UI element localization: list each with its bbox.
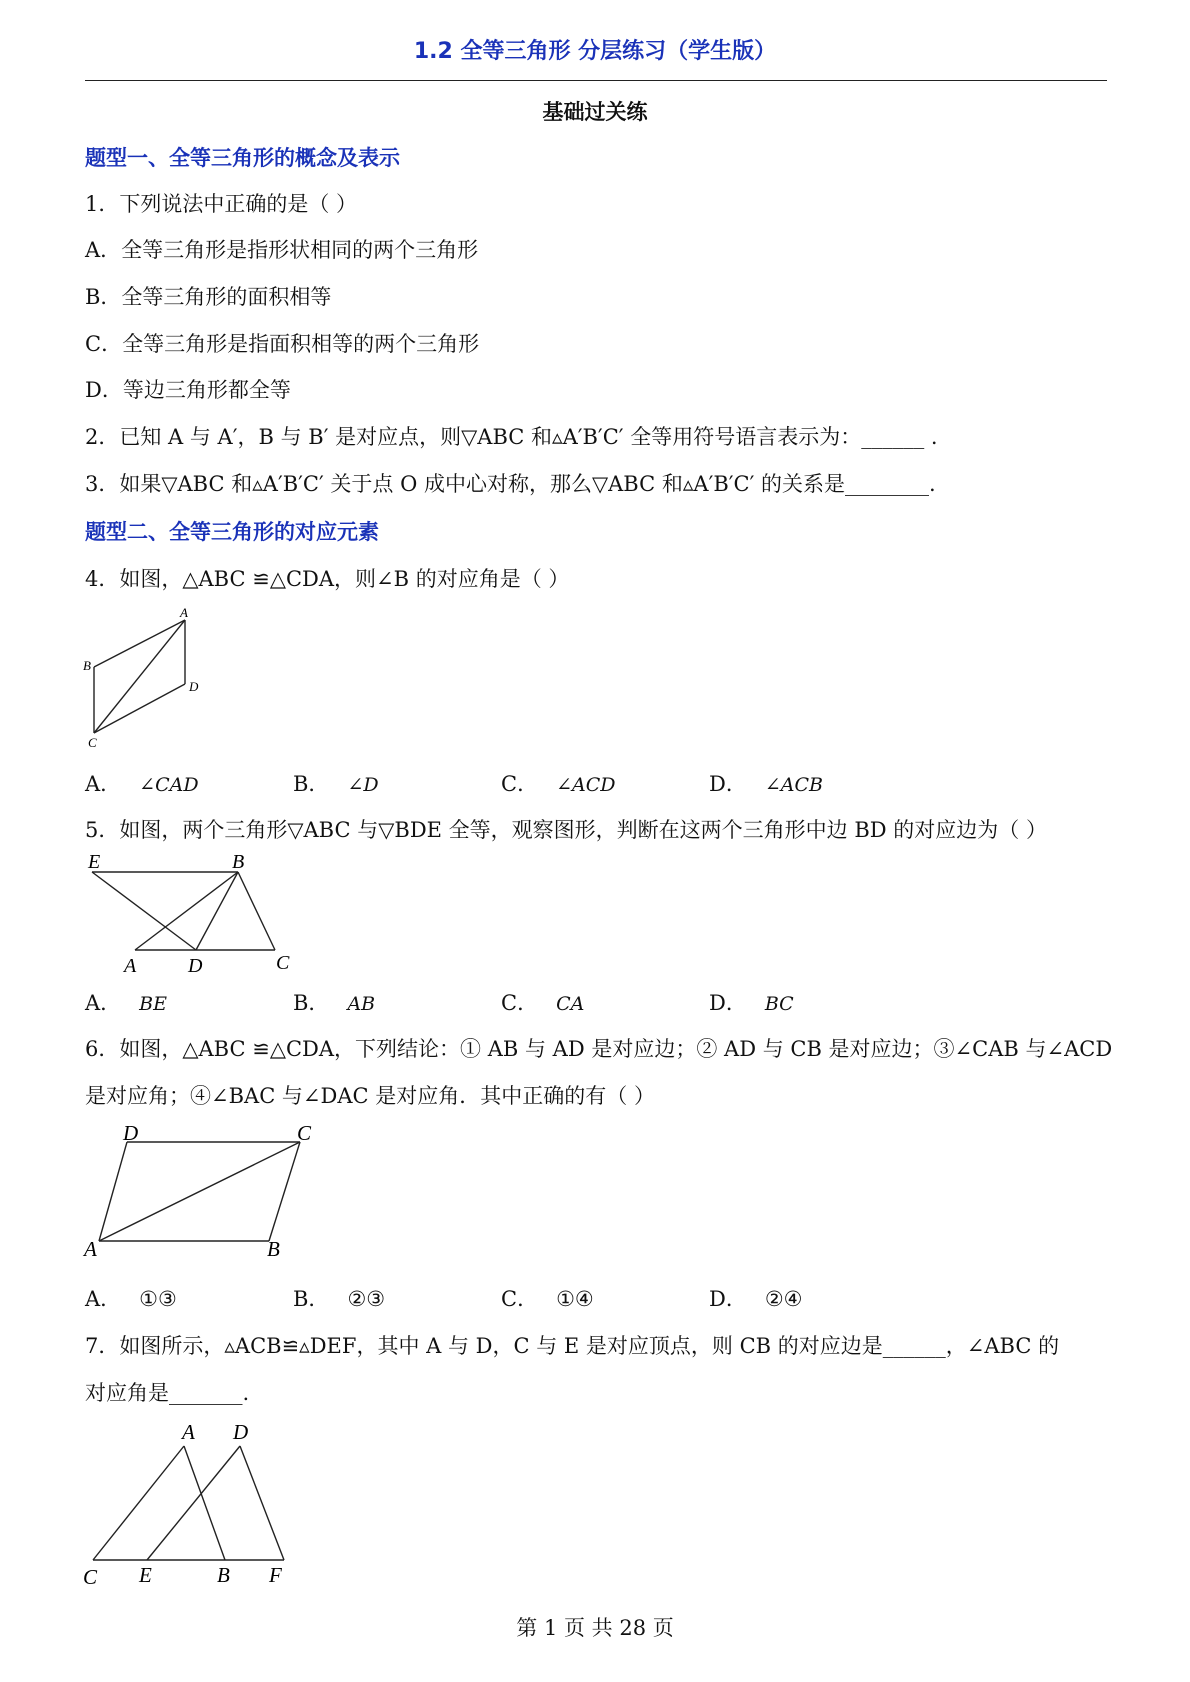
q5-option-c-value: CA: [556, 993, 585, 1015]
q5-option-a-label: A．: [85, 991, 122, 1015]
q4-seg-ac: [94, 620, 185, 733]
q4-option-d-label: D．: [709, 772, 747, 796]
q7-seg-ed: [147, 1446, 240, 1560]
q4-option-a-label: A．: [85, 772, 122, 796]
q4-figure: [80, 600, 210, 750]
q4-option-a-value: ∠CAD: [139, 774, 199, 796]
q5-label-c: C: [276, 952, 290, 974]
q7-label-a: A: [182, 1420, 195, 1444]
section-heading-1: 题型一、全等三角形的概念及表示: [85, 146, 400, 170]
q4-stem: 4．如图，△ABC ≌△CDA，则∠B 的对应角是（ ）: [85, 567, 570, 591]
q4-option-d-value: ∠ACB: [764, 774, 823, 796]
q1-option-d: D．等边三角形都全等: [85, 378, 291, 402]
q6-seg-ac: [99, 1142, 300, 1241]
q7-stem-line2: 对应角是_______.: [85, 1381, 250, 1405]
q6-seg-bc: [269, 1142, 300, 1241]
q5-label-e: E: [88, 851, 101, 873]
q5-option-a-value: BE: [139, 993, 168, 1015]
q4-label-b: B: [83, 658, 91, 673]
q6-option-a-value: ①③: [139, 1287, 177, 1311]
section-subtitle: 基础过关练: [542, 100, 648, 124]
q5-seg-ab: [135, 872, 238, 950]
q5-option-c-label: C．: [501, 991, 539, 1015]
title-divider: [85, 80, 1107, 81]
q4-option-a: [85, 768, 199, 798]
q1-option-c: C．全等三角形是指面积相等的两个三角形: [85, 332, 480, 356]
q5-option-d-value: BC: [764, 993, 794, 1015]
q4-label-c: C: [88, 735, 97, 750]
q5-stem: 5．如图，两个三角形▽ABC 与▽BDE 全等，观察图形，判断在这两个三角形中边 BD 的对应边为（ ）: [85, 818, 1047, 842]
q6-option-a: [85, 1283, 177, 1313]
q7-seg-ca: [93, 1446, 184, 1560]
q7-label-c: C: [83, 1565, 98, 1587]
q6-option-d-value: ②④: [764, 1287, 803, 1311]
q7-label-d: D: [233, 1420, 249, 1444]
q1-stem: 1．下列说法中正确的是（ ）: [85, 192, 358, 216]
q5-label-d: D: [188, 955, 203, 976]
q6-label-b: B: [267, 1237, 280, 1261]
q1-option-b: B．全等三角形的面积相等: [85, 285, 332, 309]
q5-option-b: [293, 987, 375, 1017]
q6-option-b: [293, 1283, 385, 1313]
q6-label-d: D: [123, 1121, 139, 1145]
q4-label-a: A: [180, 605, 188, 620]
q5-option-b-label: B．: [293, 991, 330, 1015]
q7-seg-ab: [184, 1446, 225, 1560]
q6-option-c-value: ①④: [556, 1287, 594, 1311]
q4-option-b-label: B．: [293, 772, 330, 796]
q5-seg-bc: [238, 872, 275, 950]
q6-stem-line1: 6．如图，△ABC ≌△CDA，下列结论：① AB 与 AD 是对应边；② AD 与 CB 是对应边；③∠CAB 与∠ACD: [85, 1037, 1113, 1061]
q6-seg-da: [99, 1142, 127, 1241]
q5-option-b-value: AB: [347, 993, 376, 1015]
section-heading-2: 题型二、全等三角形的对应元素: [85, 520, 379, 544]
q7-label-e: E: [139, 1563, 152, 1587]
q6-label-a: A: [84, 1237, 97, 1261]
q5-option-d: [709, 987, 794, 1017]
q3-stem: 3．如果▽ABC 和▵A′B′C′ 关于点 O 成中心对称，那么▽ABC 和▵A′B′C′ 的关系是________.: [85, 472, 936, 496]
q4-seg-cd: [94, 684, 185, 733]
q4-option-c-label: C．: [501, 772, 539, 796]
q6-label-c: C: [297, 1121, 312, 1145]
q6-option-a-label: A．: [85, 1287, 122, 1311]
q7-figure: [80, 1412, 300, 1587]
q1-option-a: A．全等三角形是指形状相同的两个三角形: [85, 238, 479, 262]
q6-option-d: [709, 1283, 803, 1313]
q7-seg-df: [240, 1446, 284, 1560]
q6-option-b-label: B．: [293, 1287, 330, 1311]
q7-label-f: F: [269, 1563, 282, 1587]
q4-option-d: [709, 768, 823, 798]
q5-label-a: A: [124, 955, 137, 976]
q5-label-b: B: [232, 851, 245, 873]
q6-stem-line2: 是对应角；④∠BAC 与∠DAC 是对应角．其中正确的有（ ）: [85, 1084, 655, 1108]
q5-option-a: [85, 987, 167, 1017]
q5-seg-ed: [92, 872, 196, 950]
q5-option-c: [501, 987, 584, 1017]
q4-option-c: [501, 768, 616, 798]
q6-figure: [80, 1118, 330, 1268]
q5-option-d-label: D．: [709, 991, 747, 1015]
q4-label-d: D: [189, 679, 199, 694]
q7-label-b: B: [217, 1563, 230, 1587]
page-footer: 第 1 页 共 28 页: [516, 1616, 674, 1640]
q4-option-b-value: ∠D: [347, 774, 379, 796]
q4-option-b: [293, 768, 379, 798]
q6-option-d-label: D．: [709, 1287, 747, 1311]
q7-stem-line1: 7．如图所示，▵ACB≌▵DEF，其中 A 与 D，C 与 E 是对应顶点，则 CB 的对应边是______，∠ABC 的: [85, 1334, 1060, 1358]
q2-stem: 2．已知 A 与 A′，B 与 B′ 是对应点，则▽ABC 和▵A′B′C′ 全等用符号语言表示为：______ .: [85, 425, 938, 449]
q4-option-c-value: ∠ACD: [556, 774, 616, 796]
q5-figure: [80, 846, 310, 976]
q6-option-b-value: ②③: [347, 1287, 386, 1311]
q6-option-c: [501, 1283, 594, 1313]
q6-option-c-label: C．: [501, 1287, 539, 1311]
q4-seg-ab: [94, 620, 185, 667]
q5-seg-db: [196, 872, 238, 950]
page-title: 1.2 全等三角形 分层练习（学生版）: [413, 39, 777, 64]
